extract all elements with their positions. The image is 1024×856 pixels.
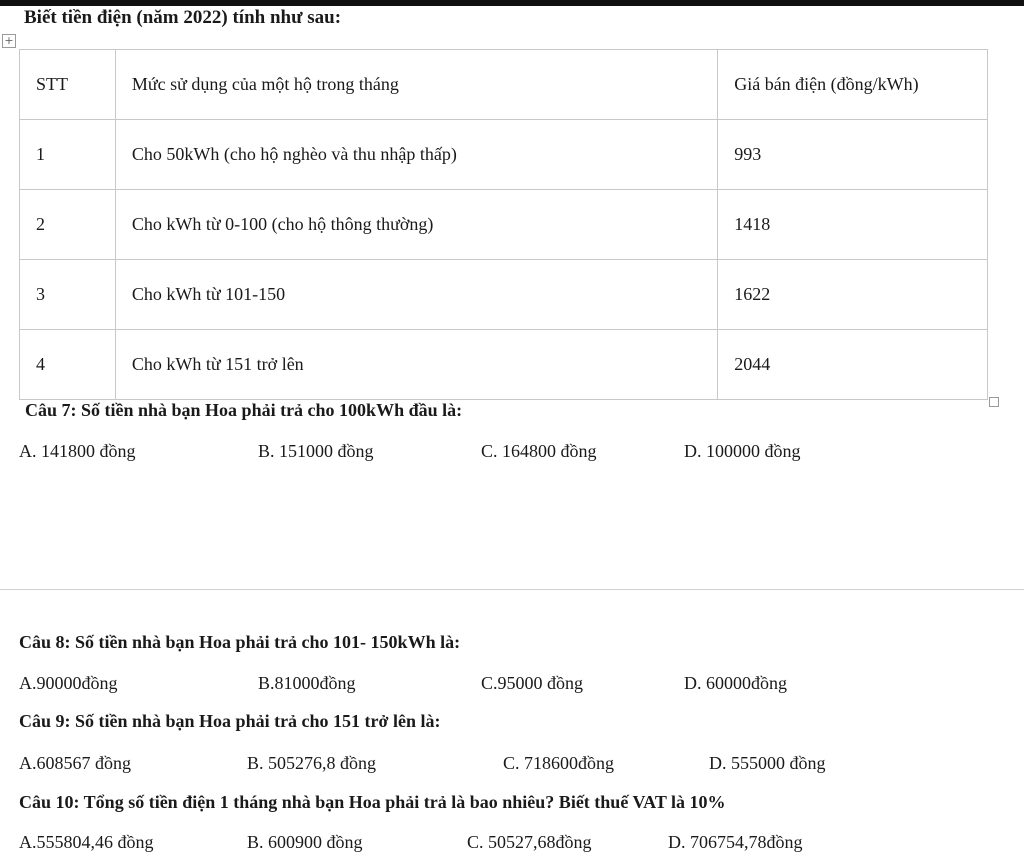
question-7-option-b: B. 151000 đồng	[258, 441, 374, 461]
header-usage: Mức sử dụng của một hộ trong tháng	[115, 50, 717, 120]
cell-usage: Cho kWh từ 0-100 (cho hộ thông thường)	[115, 190, 717, 260]
header-stt: STT	[20, 50, 116, 120]
question-9-option-a: A.608567 đồng	[19, 753, 131, 773]
intro-text: Biết tiền điện (năm 2022) tính như sau:	[24, 7, 342, 28]
table-move-handle-icon[interactable]: +	[2, 34, 16, 48]
cell-usage: Cho 50kWh (cho hộ nghèo và thu nhập thấp)	[115, 120, 717, 190]
table-resize-handle-icon[interactable]	[989, 397, 999, 407]
cell-price: 2044	[718, 330, 988, 400]
question-10-option-c: C. 50527,68đồng	[467, 832, 592, 852]
question-8-option-c: C.95000 đồng	[481, 673, 584, 693]
question-9-option-c: C. 718600đồng	[503, 753, 615, 773]
cell-usage: Cho kWh từ 101-150	[115, 260, 717, 330]
table-header-row	[20, 50, 988, 120]
cell-price: 1622	[718, 260, 988, 330]
cell-price: 993	[718, 120, 988, 190]
question-10-option-b: B. 600900 đồng	[247, 832, 363, 852]
question-9: Câu 9: Số tiền nhà bạn Hoa phải trả cho 151 trở lên là:	[19, 711, 441, 731]
question-8-option-a: A.90000đồng	[19, 673, 118, 693]
question-10-option-d: D. 706754,78đồng	[668, 832, 803, 852]
question-7: Câu 7: Số tiền nhà bạn Hoa phải trả cho 100kWh đầu là:	[25, 400, 463, 420]
question-10: Câu 10: Tổng số tiền điện 1 tháng nhà bạn Hoa phải trả là bao nhiêu? Biết thuế VAT là 10%	[19, 792, 726, 812]
cell-usage: Cho kWh từ 151 trở lên	[115, 330, 717, 400]
question-7-option-a: A. 141800 đồng	[19, 441, 136, 461]
question-8-option-b: B.81000đồng	[258, 673, 356, 693]
cell-stt: 3	[20, 260, 116, 330]
question-8: Câu 8: Số tiền nhà bạn Hoa phải trả cho 101- 150kWh là:	[19, 632, 461, 652]
table-row	[20, 330, 988, 400]
table-row	[20, 260, 988, 330]
question-10-option-a: A.555804,46 đồng	[19, 832, 154, 852]
table-row	[20, 190, 988, 260]
question-7-option-c: C. 164800 đồng	[481, 441, 597, 461]
cell-stt: 2	[20, 190, 116, 260]
cell-stt: 1	[20, 120, 116, 190]
question-9-option-d: D. 555000 đồng	[709, 753, 826, 773]
cell-stt: 4	[20, 330, 116, 400]
question-8-option-d: D. 60000đồng	[684, 673, 787, 693]
table-row	[20, 120, 988, 190]
top-border	[0, 0, 1024, 6]
page-break-divider	[0, 589, 1024, 590]
header-price: Giá bán điện (đồng/kWh)	[718, 50, 988, 120]
question-7-option-d: D. 100000 đồng	[684, 441, 801, 461]
cell-price: 1418	[718, 190, 988, 260]
price-table	[19, 49, 988, 400]
question-9-option-b: B. 505276,8 đồng	[247, 753, 377, 773]
